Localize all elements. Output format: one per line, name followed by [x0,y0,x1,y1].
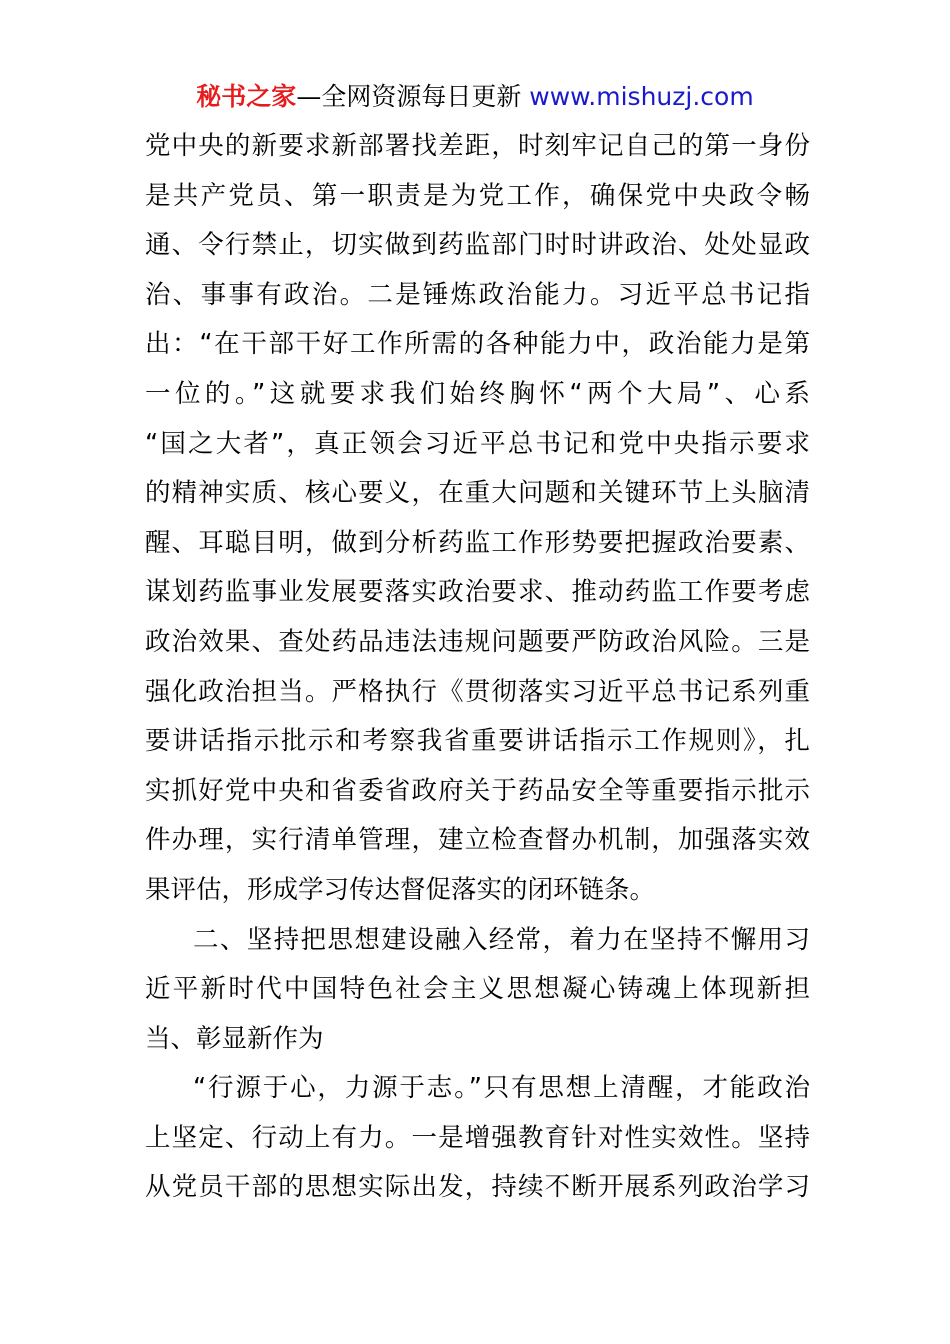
paragraph [145,1064,810,1213]
text-line: 政治效果、查处药品违法违规问题要严防政治风险。三是 [145,626,810,657]
site-slogan: —全网资源每日更新 [296,82,530,111]
site-url-link[interactable]: www.mishuzj.com [529,82,754,111]
text-line: 件办理，实行清单管理，建立检查督办机制，加强落实效 [145,825,810,856]
text-line: “国之大者”，真正领会习近平总书记和党中央指示要求 [145,428,810,459]
heading-line: 当、彰显新作为 [145,1023,324,1054]
text-line: 谋划药监事业发展要落实政治要求、推动药监工作要考虑 [145,577,810,608]
text-line: 的精神实质、核心要义，在重大问题和关键环节上头脑清 [145,478,810,509]
heading-line: 二、坚持把思想建设融入经常，着力在坚持不懈用习 [193,924,810,955]
heading-line: 近平新时代中国特色社会主义思想凝心铸魂上体现新担 [145,974,810,1005]
text-line: 从党员干部的思想实际出发，持续不断开展系列政治学习 [145,1172,810,1203]
section-heading [145,916,810,1065]
text-line: 党中央的新要求新部署找差距，时刻牢记自己的第一身份 [145,131,810,161]
page-header [0,80,950,114]
document-body [145,122,810,1213]
text-line: 是共产党员、第一职责是为党工作，确保党中央政令畅 [145,180,810,211]
text-line: 通、令行禁止，切实做到药监部门时时讲政治、处处显政 [145,230,810,261]
text-line: 上坚定、行动上有力。一是增强教育针对性实效性。坚持 [145,1122,810,1153]
paragraph-continued [145,122,810,916]
text-line: 醒、耳聪目明，做到分析药监工作形势要把握政治要素、 [145,527,810,558]
text-line: 一位的。”这就要求我们始终胸怀“两个大局”、心系 [145,378,810,409]
text-line: “行源于心，力源于志。”只有思想上清醒，才能政治 [193,1073,810,1104]
text-line: 出：“在干部干好工作所需的各种能力中，政治能力是第 [145,329,810,360]
text-line: 果评估，形成学习传达督促落实的闭环链条。 [145,874,656,905]
text-line: 治、事事有政治。二是锤炼政治能力。习近平总书记指 [145,279,810,310]
text-line: 强化政治担当。严格执行《贯彻落实习近平总书记系列重 [145,676,810,707]
text-line: 要讲话指示批示和考察我省重要讲话指示工作规则》，扎 [145,726,810,757]
text-line: 实抓好党中央和省委省政府关于药品安全等重要指示批示 [145,775,810,806]
site-brand: 秘书之家 [196,82,297,111]
